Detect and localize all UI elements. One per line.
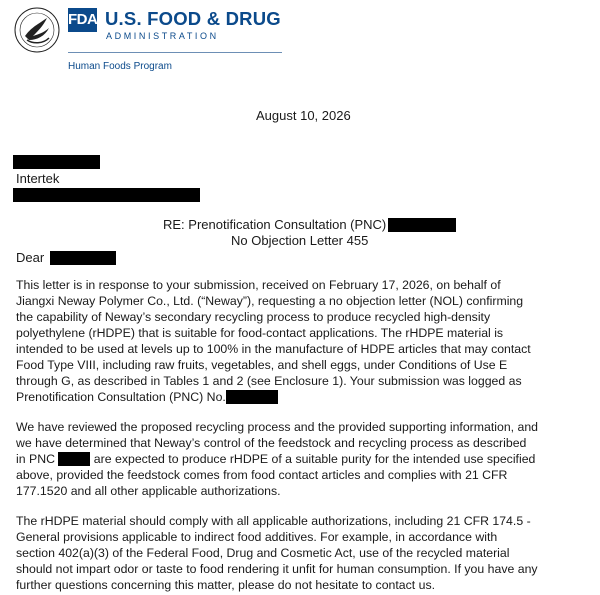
letter-date: August 10, 2026: [256, 108, 351, 123]
salutation: [16, 250, 116, 266]
text-line: 177.1520 and all other applicable authorizations.: [16, 484, 281, 498]
text-line: [16, 389, 531, 405]
redacted-recipient-name: [13, 155, 100, 169]
text-line: through G, as described in Tables 1 and 2 (see Enclosure 1). Your submission was logged as: [16, 374, 522, 388]
text-line: should not impart odor or taste to food rendering it unfit for human consumption. If you have any: [16, 562, 538, 576]
redacted-pnc-number: [58, 452, 90, 466]
redacted-addressee: [50, 251, 116, 265]
text-line: the capability of Neway’s secondary recycling process to produce recycled high-density: [16, 310, 491, 324]
text-line: The rHDPE material should comply with all applicable authorizations, including 21 CFR 174.5 -: [16, 514, 531, 528]
program-name: Human Foods Program: [68, 61, 172, 72]
text-fragment: are expected to produce rHDPE of a suitable purity for the intended use specified: [93, 452, 536, 466]
text-line: General provisions applicable to indirect food additives. For example, in accordance with: [16, 530, 498, 544]
text-line: we have determined that Neway’s control of the feedstock and recycling process as described: [16, 436, 527, 450]
text-line: [16, 451, 538, 467]
hhs-seal-logo: [13, 6, 61, 54]
redacted-pnc-number: [226, 390, 278, 404]
text-line: Food Type VIII, including raw fruits, vegetables, and shell eggs, under Conditions of Use E: [16, 358, 508, 372]
text-line: Jiangxi Neway Polymer Co., Ltd. (“Neway”), requesting a no objection letter (NOL) confirming: [16, 294, 524, 308]
text-fragment: Prenotification Consultation (PNC) No.: [16, 390, 226, 404]
text-fragment: in PNC: [16, 452, 55, 466]
text-line: intended to be used at levels up to 100% in the manufacture of HDPE articles that may contact: [16, 342, 531, 356]
agency-name: U.S. FOOD & DRUG: [105, 8, 281, 29]
nol-line: No Objection Letter 455: [231, 233, 369, 248]
text-line: polyethylene (rHDPE) that is suitable for food-contact applications. The rHDPE material is: [16, 326, 504, 340]
text-line: section 402(a)(3) of the Federal Food, Drug and Cosmetic Act, use of the recycled material: [16, 546, 510, 560]
redacted-recipient-address: [13, 188, 200, 202]
text-line: This letter is in response to your submission, received on February 17, 2026, on behalf of: [16, 278, 501, 292]
re-line: [163, 217, 456, 233]
paragraph-2: [16, 419, 538, 499]
text-line: We have reviewed the proposed recycling process and the provided supporting information, and: [16, 420, 539, 434]
re-line-text: RE: Prenotification Consultation (PNC): [163, 217, 387, 232]
salutation-text: Dear: [16, 250, 45, 265]
text-line: further questions concerning this matter, please do not hesitate to contact us.: [16, 578, 436, 592]
paragraph-3: [16, 513, 538, 593]
redacted-pnc-number: [388, 218, 456, 232]
fda-logo: FDA: [68, 8, 97, 32]
header-divider: [68, 52, 282, 53]
text-line: above, provided the feedstock comes from food contact articles and complies with 21 CFR: [16, 468, 508, 482]
agency-subtitle: ADMINISTRATION: [106, 31, 219, 41]
recipient-company: Intertek: [16, 171, 60, 186]
paragraph-1: [16, 277, 531, 405]
